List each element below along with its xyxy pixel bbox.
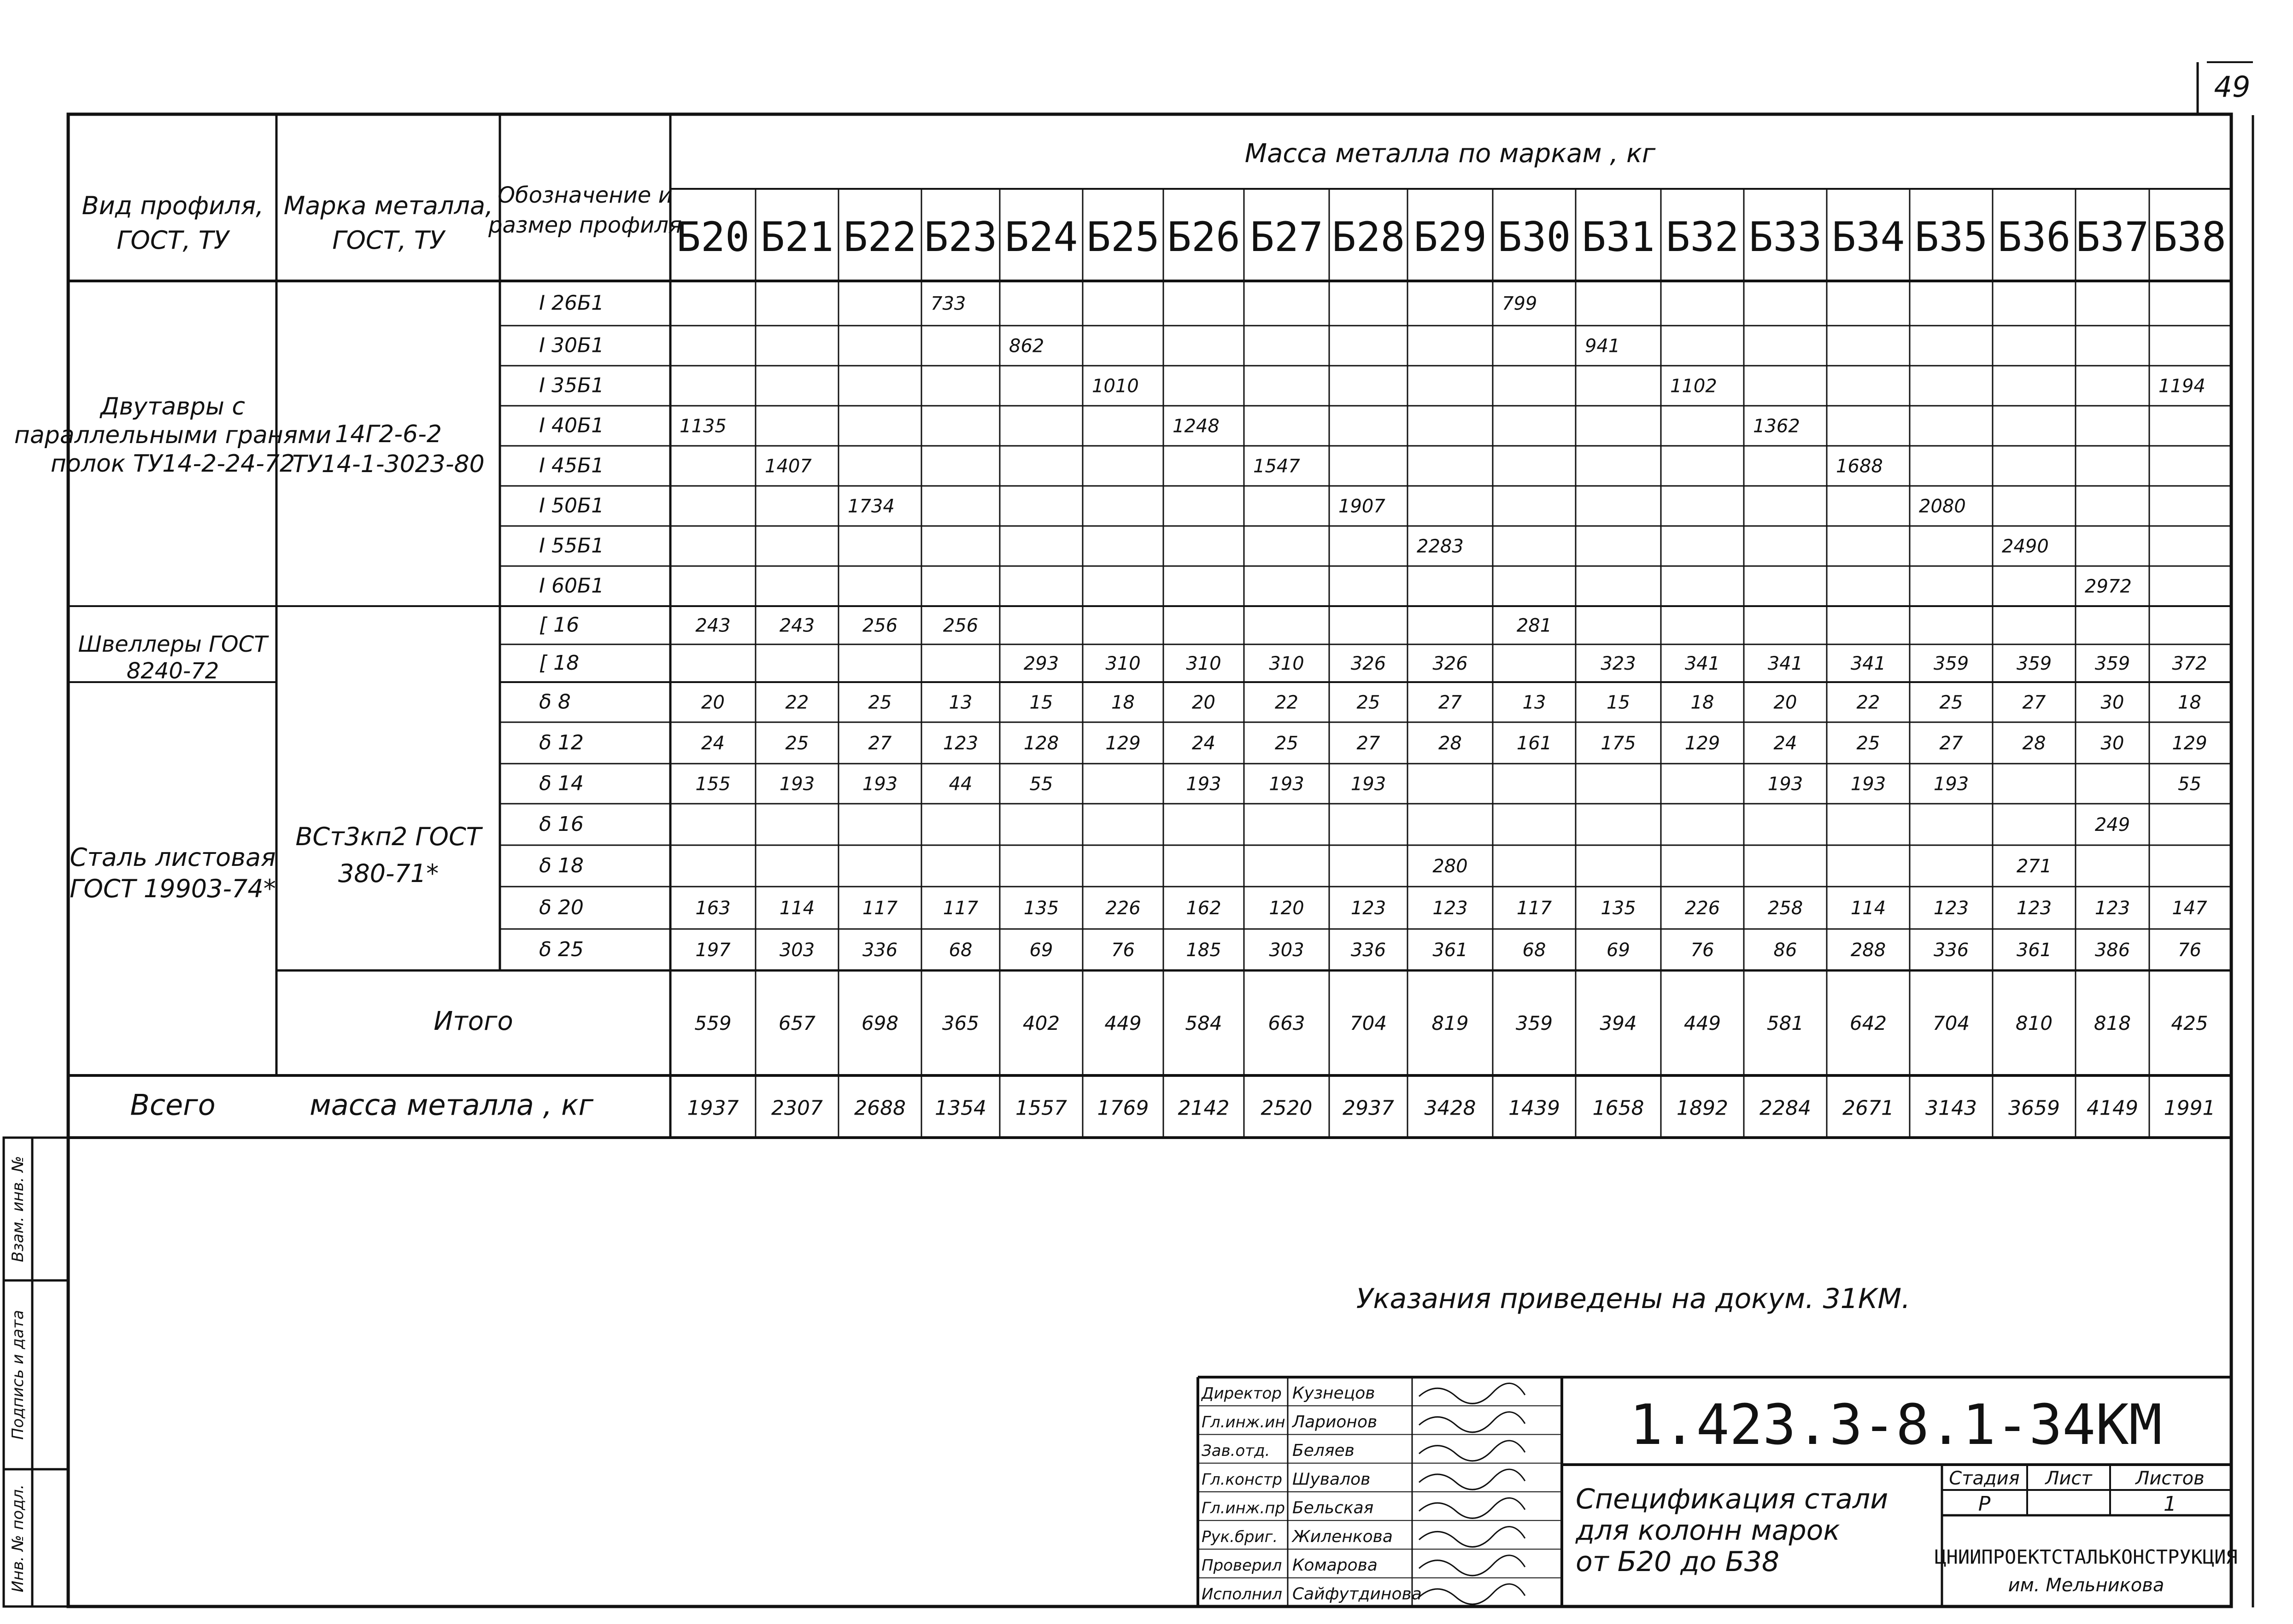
column-mark-5: Б24	[1004, 213, 1078, 261]
total-label-mass: масса металла , кг	[309, 1088, 594, 1122]
document-code: 1.423.3-8.1-34КМ	[1630, 1393, 2162, 1457]
table-cell: 24	[1773, 733, 1797, 754]
row-profile: I 35Б1	[539, 374, 604, 397]
column-mark-15: Б34	[1831, 213, 1905, 261]
table-cell: 15	[1029, 692, 1053, 713]
table-cell: 193	[1767, 773, 1803, 795]
table-cell: 2080	[1919, 496, 1966, 517]
table-cell: 799	[1502, 293, 1537, 315]
signature-name: Кузнецов	[1292, 1384, 1375, 1403]
spec-table	[14, 139, 2226, 1122]
subtotal-cell: 698	[861, 1012, 899, 1034]
subtotal-cell: 663	[1268, 1012, 1305, 1034]
table-cell: 117	[1516, 898, 1552, 919]
table-cell: 941	[1585, 335, 1620, 357]
signature-role: Гл.инж.пр	[1202, 1499, 1285, 1518]
total-cell: 2671	[1842, 1096, 1894, 1120]
signature-name: Беляев	[1292, 1441, 1355, 1460]
table-cell: 2490	[2002, 536, 2049, 557]
subtotal-cell: 394	[1600, 1012, 1637, 1034]
table-cell: 326	[1432, 653, 1468, 674]
table-cell: 25	[1856, 733, 1880, 754]
total-label: Всего	[130, 1088, 216, 1122]
table-cell: 862	[1009, 335, 1044, 357]
table-cell: 341	[1767, 653, 1803, 674]
table-cell: 243	[779, 615, 815, 637]
table-cell: 55	[2178, 773, 2201, 795]
table-cell: 197	[695, 940, 731, 961]
column-mark-8: Б27	[1250, 213, 1323, 261]
group-ibeams-type: Двутавры с параллельными гранями полок ТУ14-2-24-72	[14, 393, 332, 478]
table-cell: 28	[2022, 733, 2046, 754]
table-cell: 361	[2016, 940, 2052, 961]
table-cell: 22	[785, 692, 809, 713]
table-cell: 76	[1111, 940, 1135, 961]
group-channels-type: Швеллеры ГОСТ 8240-72	[78, 631, 268, 684]
table-cell: 69	[1029, 940, 1053, 961]
table-cell: 1194	[2158, 375, 2205, 397]
title-block	[1198, 1377, 2238, 1606]
column-mark-16: Б35	[1914, 213, 1988, 261]
table-cell: 293	[1023, 653, 1059, 674]
row-profile: I 30Б1	[539, 333, 604, 357]
row-profile: I 50Б1	[539, 494, 604, 518]
signature-mark	[1419, 1527, 1525, 1547]
table-cell: 193	[1186, 773, 1221, 795]
side-stamp-replace: Взам. инв. №	[9, 1156, 27, 1262]
column-mark-12: Б31	[1582, 213, 1655, 261]
table-cell: 20	[701, 692, 725, 713]
table-cell: 1248	[1173, 415, 1220, 437]
table-cell: 123	[2016, 898, 2052, 919]
table-cell: 288	[1850, 940, 1886, 961]
signature-mark	[1419, 1441, 1525, 1461]
table-cell: 155	[695, 773, 731, 795]
sheets-value: 1	[2164, 1492, 2176, 1516]
table-cell: 69	[1607, 940, 1630, 961]
column-mark-13: Б32	[1666, 213, 1739, 261]
subtotal-cell: 810	[2015, 1012, 2053, 1034]
table-cell: 123	[1432, 898, 1468, 919]
subtotal-cell: 581	[1766, 1012, 1804, 1034]
table-cell: 44	[949, 773, 973, 795]
table-cell: 733	[931, 293, 966, 315]
total-cell: 3659	[2008, 1096, 2060, 1120]
column-mark-3: Б22	[843, 213, 917, 261]
group-ibeams-grade: 14Г2-6-2 ТУ14-1-3023-80	[292, 421, 485, 478]
table-cell: 123	[1933, 898, 1969, 919]
column-mark-6: Б25	[1086, 213, 1160, 261]
signature-role: Проверил	[1202, 1556, 1282, 1575]
column-mark-7: Б26	[1167, 213, 1240, 261]
table-cell: 20	[1192, 692, 1215, 713]
side-stamp-inventory: Инв. № подл.	[9, 1484, 27, 1593]
total-cell: 1991	[2164, 1096, 2216, 1120]
table-cell: 20	[1773, 692, 1797, 713]
table-cell: 372	[2172, 653, 2207, 674]
subtotal-cell: 819	[1431, 1012, 1469, 1034]
subtotal-cell: 818	[2094, 1012, 2131, 1034]
table-cell: 76	[2178, 940, 2201, 961]
spec-table-grid	[68, 114, 2230, 1138]
header-mass-group: Масса металла по маркам , кг	[1244, 139, 1656, 169]
organization-name: ЦНИИПРОЕКТСТАЛЬКОНСТРУКЦИЯ	[1935, 1546, 2238, 1568]
signature-mark	[1419, 1555, 1525, 1576]
table-cell: 129	[1684, 733, 1720, 754]
subtotal-cell: 559	[694, 1012, 732, 1034]
total-cell: 2688	[854, 1096, 906, 1120]
signature-role: Зав.отд.	[1202, 1442, 1270, 1460]
table-cell: 129	[2172, 733, 2207, 754]
row-profile: I 40Б1	[539, 414, 604, 438]
row-profile: δ 18	[539, 854, 584, 877]
signature-name: Бельская	[1292, 1498, 1374, 1518]
table-cell: 27	[868, 733, 892, 754]
table-cell: 281	[1516, 615, 1552, 637]
row-profile: I 60Б1	[539, 574, 604, 598]
table-cell: 193	[779, 773, 815, 795]
subtotal-cell: 402	[1022, 1012, 1060, 1034]
table-cell: 135	[1601, 898, 1636, 919]
total-cell: 1557	[1015, 1096, 1067, 1120]
subtotal-cell: 642	[1849, 1012, 1887, 1034]
subtotal-cell: 425	[2171, 1012, 2208, 1034]
signature-name: Шувалов	[1292, 1470, 1371, 1489]
document-title-line: от Б20 до Б38	[1576, 1546, 1780, 1578]
table-cell: 303	[1269, 940, 1304, 961]
table-cell: 336	[862, 940, 898, 961]
table-cell: 30	[2100, 733, 2124, 754]
signature-name: Ларионов	[1292, 1412, 1378, 1431]
table-cell: 135	[1023, 898, 1059, 919]
column-mark-14: Б33	[1748, 213, 1822, 261]
total-cell: 4149	[2087, 1096, 2138, 1120]
signature-mark	[1419, 1412, 1525, 1432]
row-profile: I 55Б1	[539, 534, 604, 558]
table-cell: 15	[1607, 692, 1630, 713]
table-cell: 193	[1269, 773, 1304, 795]
total-cell: 2307	[771, 1096, 823, 1120]
total-cell: 1937	[687, 1096, 739, 1120]
table-cell: 175	[1601, 733, 1636, 754]
table-cell: 359	[1933, 653, 1969, 674]
stage-value: Р	[1978, 1492, 1991, 1516]
stage-label: Стадия	[1949, 1468, 2020, 1489]
column-mark-4: Б23	[924, 213, 997, 261]
row-profile: I 45Б1	[539, 454, 604, 478]
table-cell: 185	[1186, 940, 1221, 961]
table-cell: 129	[1105, 733, 1141, 754]
total-cell: 2142	[1178, 1096, 1230, 1120]
header-profile-type: Вид профиля, ГОСТ, ТУ	[82, 191, 264, 255]
table-cell: 249	[2094, 814, 2130, 835]
group-plate-type: Сталь листовая ГОСТ 19903-74*	[70, 843, 276, 903]
row-profile: [ 16	[539, 613, 580, 637]
subtotal-cell: 365	[942, 1012, 979, 1034]
table-cell: 163	[695, 898, 731, 919]
table-cell: 161	[1516, 733, 1552, 754]
table-cell: 114	[779, 898, 815, 919]
table-cell: 114	[1850, 898, 1886, 919]
signature-role: Рук.бриг.	[1202, 1527, 1278, 1546]
organization-subname: им. Мельникова	[2008, 1575, 2164, 1596]
note-text: Указания приведены на докум. 31КМ.	[1356, 1283, 1911, 1315]
table-cell: 193	[1933, 773, 1969, 795]
table-cell: 1547	[1253, 456, 1300, 477]
table-cell: 18	[1690, 692, 1714, 713]
signature-role: Исполнил	[1202, 1585, 1282, 1604]
signature-name: Комарова	[1292, 1556, 1378, 1575]
table-cell: 24	[701, 733, 725, 754]
table-cell: 25	[1275, 733, 1298, 754]
table-cell: 25	[785, 733, 809, 754]
table-cell: 258	[1767, 898, 1803, 919]
column-mark-19: Б38	[2153, 213, 2226, 261]
subtotal-cell: 449	[1104, 1012, 1142, 1034]
table-cell: 359	[2094, 653, 2130, 674]
table-cell: 18	[1111, 692, 1135, 713]
table-cell: 226	[1684, 898, 1720, 919]
table-cell: 243	[695, 615, 731, 637]
table-cell: 76	[1690, 940, 1714, 961]
table-cell: 271	[2016, 856, 2052, 877]
header-metal-grade: Марка металла, ГОСТ, ТУ	[283, 191, 493, 255]
table-cell: 123	[943, 733, 979, 754]
column-mark-9: Б28	[1331, 213, 1405, 261]
table-cell: 28	[1438, 733, 1462, 754]
sheet-label: Лист	[2045, 1468, 2092, 1489]
table-cell: 27	[1939, 733, 1963, 754]
table-cell: 326	[1350, 653, 1386, 674]
signature-role: Гл.инж.ин	[1202, 1413, 1285, 1431]
table-cell: 361	[1432, 940, 1468, 961]
table-cell: 18	[2178, 692, 2201, 713]
table-cell: 310	[1105, 653, 1141, 674]
table-cell: 25	[868, 692, 892, 713]
table-cell: 24	[1192, 733, 1215, 754]
total-cell: 1658	[1592, 1096, 1644, 1120]
table-cell: 22	[1275, 692, 1298, 713]
table-cell: 193	[862, 773, 898, 795]
signature-mark	[1419, 1498, 1525, 1518]
table-cell: 303	[779, 940, 815, 961]
table-cell: 341	[1850, 653, 1886, 674]
table-cell: 30	[2100, 692, 2124, 713]
table-cell: 68	[949, 940, 973, 961]
table-cell: 310	[1186, 653, 1221, 674]
signature-mark	[1419, 1383, 1525, 1403]
subtotal-cell: 704	[1349, 1012, 1387, 1034]
header-designation: Обозначение и размер профиля	[488, 182, 682, 238]
table-cell: 359	[2016, 653, 2052, 674]
table-cell: 123	[2094, 898, 2130, 919]
table-cell: 336	[1933, 940, 1969, 961]
row-profile: δ 20	[539, 896, 584, 919]
table-cell: 55	[1029, 773, 1053, 795]
row-profile: δ 12	[539, 731, 584, 754]
subtotal-label: Итого	[434, 1006, 513, 1036]
table-cell: 226	[1105, 898, 1141, 919]
total-cell: 2937	[1343, 1096, 1394, 1120]
table-cell: 1010	[1092, 375, 1139, 397]
total-cell: 1439	[1508, 1096, 1560, 1120]
table-cell: 86	[1773, 940, 1797, 961]
column-mark-18: Б37	[2076, 213, 2149, 261]
table-cell: 2972	[2085, 576, 2132, 597]
signature-role: Директор	[1202, 1384, 1282, 1403]
row-profile: [ 18	[539, 651, 580, 675]
table-cell: 256	[943, 615, 979, 637]
signature-role: Гл.констр	[1202, 1470, 1283, 1489]
signature-mark	[1419, 1584, 1525, 1604]
total-cell: 3143	[1925, 1096, 1977, 1120]
table-cell: 25	[1356, 692, 1380, 713]
table-cell: 25	[1939, 692, 1963, 713]
table-cell: 1407	[765, 456, 812, 477]
row-profile: δ 8	[539, 690, 571, 714]
total-cell: 2284	[1759, 1096, 1811, 1120]
column-mark-1: Б20	[676, 213, 750, 261]
column-mark-17: Б36	[1997, 213, 2071, 261]
table-cell: 162	[1186, 898, 1221, 919]
table-cell: 128	[1023, 733, 1059, 754]
table-cell: 1362	[1753, 415, 1800, 437]
group-plate-grade: ВСт3кп2 ГОСТ 380-71*	[295, 822, 481, 888]
subtotal-cell: 704	[1932, 1012, 1970, 1034]
table-cell: 117	[862, 898, 898, 919]
table-cell: 13	[949, 692, 973, 713]
table-cell: 323	[1601, 653, 1636, 674]
signature-name: Сайфутдинова	[1292, 1584, 1422, 1604]
table-cell: 193	[1850, 773, 1886, 795]
table-cell: 193	[1350, 773, 1386, 795]
table-cell: 120	[1269, 898, 1304, 919]
table-cell: 27	[1356, 733, 1380, 754]
document-title-line: Спецификация стали	[1576, 1483, 1888, 1515]
table-cell: 1734	[848, 496, 895, 517]
table-cell: 27	[1438, 692, 1462, 713]
table-cell: 1102	[1670, 375, 1717, 397]
table-cell: 117	[943, 898, 979, 919]
table-cell: 22	[1856, 692, 1880, 713]
total-cell: 1769	[1097, 1096, 1149, 1120]
row-profile: δ 25	[539, 938, 584, 961]
side-stamp	[4, 1138, 68, 1606]
table-cell: 147	[2172, 898, 2207, 919]
table-cell: 13	[1522, 692, 1546, 713]
total-cell: 1892	[1677, 1096, 1728, 1120]
page-number: 49	[2214, 70, 2251, 104]
subtotal-cell: 359	[1515, 1012, 1553, 1034]
document-title-line: для колонн марок	[1576, 1514, 1840, 1547]
table-cell: 1135	[680, 415, 727, 437]
table-cell: 2283	[1417, 536, 1464, 557]
column-mark-11: Б30	[1497, 213, 1571, 261]
total-cell: 1354	[935, 1096, 986, 1120]
sheets-label: Листов	[2135, 1468, 2205, 1489]
row-profile: δ 16	[539, 812, 584, 836]
row-profile: δ 14	[539, 771, 584, 795]
subtotal-cell: 584	[1185, 1012, 1222, 1034]
row-profile: I 26Б1	[539, 291, 604, 315]
table-cell: 27	[2022, 692, 2046, 713]
table-cell: 1688	[1836, 456, 1883, 477]
table-cell: 68	[1522, 940, 1546, 961]
signature-name: Жиленкова	[1292, 1527, 1393, 1546]
table-cell: 256	[862, 615, 898, 637]
side-stamp-signature: Подпись и дата	[9, 1310, 27, 1440]
column-mark-10: Б29	[1413, 213, 1487, 261]
table-cell: 341	[1684, 653, 1720, 674]
table-cell: 336	[1350, 940, 1386, 961]
total-cell: 3428	[1424, 1096, 1476, 1120]
column-mark-2: Б21	[760, 213, 834, 261]
total-cell: 2520	[1261, 1096, 1313, 1120]
table-cell: 310	[1269, 653, 1304, 674]
signature-mark	[1419, 1469, 1525, 1490]
subtotal-cell: 657	[778, 1012, 816, 1034]
table-cell: 280	[1432, 856, 1468, 877]
subtotal-cell: 449	[1683, 1012, 1721, 1034]
table-cell: 1907	[1338, 496, 1385, 517]
table-cell: 123	[1350, 898, 1386, 919]
table-cell: 386	[2094, 940, 2130, 961]
